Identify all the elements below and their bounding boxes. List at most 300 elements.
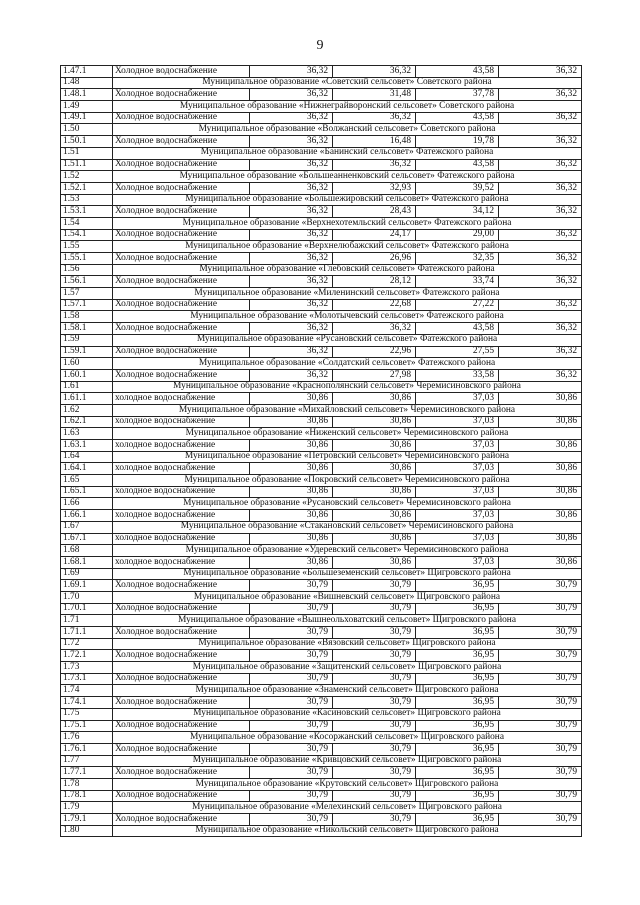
- tariff-value-2: 30,79: [333, 743, 416, 755]
- municipality-header-row: [61, 428, 582, 440]
- table-row: [61, 299, 582, 311]
- tariff-value-4: 30,79: [499, 720, 582, 732]
- municipality-title: Муниципальное образование «Солдатский сельсовет» Фатежского района: [113, 358, 582, 370]
- service-name: Холодное водоснабжение: [113, 697, 250, 709]
- service-name: Холодное водоснабжение: [113, 89, 250, 101]
- tariff-value-4: 36,32: [499, 136, 582, 148]
- table-row: [61, 720, 582, 732]
- row-code: 1.71.1: [61, 627, 113, 639]
- tariff-value-4: 30,79: [499, 814, 582, 826]
- tariff-value-2: 36,32: [333, 323, 416, 335]
- tariff-value-1: 30,86: [250, 556, 333, 568]
- table-row: [61, 440, 582, 452]
- row-code: 1.70: [61, 591, 113, 603]
- tariff-value-3: 39,52: [416, 182, 499, 194]
- municipality-title: Муниципальное образование «Покровский сельсовет» Черемисиновского района: [113, 475, 582, 487]
- municipality-title: Муниципальное образование «Краснополянский сельсовет» Черемисиновского района: [113, 381, 582, 393]
- municipality-header-row: [61, 241, 582, 253]
- service-name: Холодное водоснабжение: [113, 229, 250, 241]
- municipality-title: Муниципальное образование «Стакановский сельсовет» Черемисиновского района: [113, 521, 582, 533]
- tariff-value-3: 33,58: [416, 369, 499, 381]
- tariff-value-3: 29,00: [416, 229, 499, 241]
- tariff-value-2: 36,32: [333, 66, 416, 78]
- tariff-value-2: 16,48: [333, 136, 416, 148]
- tariff-value-1: 30,79: [250, 767, 333, 779]
- municipality-title: Муниципальное образование «Волжанский сельсовет» Советского района: [113, 124, 582, 136]
- table-row: [61, 182, 582, 194]
- municipality-title: Муниципальное образование «Советский сельсовет» Советского района: [113, 77, 582, 89]
- municipality-header-row: [61, 217, 582, 229]
- tariff-value-3: 36,95: [416, 790, 499, 802]
- municipality-title: Муниципальное образование «Никольский сельсовет» Щигровского района: [113, 825, 582, 837]
- table-row: [61, 486, 582, 498]
- tariff-value-1: 36,32: [250, 159, 333, 171]
- tariff-value-4: 30,79: [499, 767, 582, 779]
- table-row: [61, 510, 582, 522]
- row-code: 1.54: [61, 217, 113, 229]
- tariff-value-1: 36,32: [250, 229, 333, 241]
- tariff-value-1: 30,86: [250, 533, 333, 545]
- municipality-header-row: [61, 358, 582, 370]
- table-row: [61, 369, 582, 381]
- table-row: [61, 650, 582, 662]
- municipality-header-row: [61, 101, 582, 113]
- tariff-value-1: 36,32: [250, 323, 333, 335]
- row-code: 1.48.1: [61, 89, 113, 101]
- municipality-title: Муниципальное образование «Защитенский сельсовет» Щигровского района: [113, 662, 582, 674]
- tariff-value-1: 30,86: [250, 463, 333, 475]
- tariff-value-4: 30,86: [499, 533, 582, 545]
- row-code: 1.68.1: [61, 556, 113, 568]
- tariff-value-4: 36,32: [499, 229, 582, 241]
- service-name: холодное водоснабжение: [113, 416, 250, 428]
- municipality-title: Муниципальное образование «Банинский сельсовет» Фатежского района: [113, 147, 582, 159]
- municipality-header-row: [61, 662, 582, 674]
- tariff-value-4: 30,79: [499, 650, 582, 662]
- row-code: 1.66: [61, 498, 113, 510]
- tariff-value-2: 26,96: [333, 253, 416, 265]
- tariff-value-3: 36,95: [416, 697, 499, 709]
- row-code: 1.72: [61, 638, 113, 650]
- municipality-title: Муниципальное образование «Верхнехотемльский сельсовет» Фатежского района: [113, 217, 582, 229]
- municipality-title: Муниципальное образование «Удеревский сельсовет» Черемисиновского района: [113, 545, 582, 557]
- service-name: холодное водоснабжение: [113, 463, 250, 475]
- row-code: 1.53.1: [61, 206, 113, 218]
- table-row: [61, 346, 582, 358]
- tariff-value-4: 30,86: [499, 416, 582, 428]
- tariff-value-1: 36,32: [250, 112, 333, 124]
- tariff-value-1: 30,79: [250, 720, 333, 732]
- tariff-value-4: 36,32: [499, 276, 582, 288]
- row-code: 1.49.1: [61, 112, 113, 124]
- tariff-value-3: 19,78: [416, 136, 499, 148]
- row-code: 1.56.1: [61, 276, 113, 288]
- row-code: 1.65: [61, 475, 113, 487]
- tariff-value-3: 32,35: [416, 253, 499, 265]
- table-row: [61, 767, 582, 779]
- tariff-value-1: 36,32: [250, 346, 333, 358]
- table-row: [61, 323, 582, 335]
- tariff-value-3: 36,95: [416, 650, 499, 662]
- table-row: [61, 393, 582, 405]
- row-code: 1.61.1: [61, 393, 113, 405]
- tariff-value-3: 37,03: [416, 416, 499, 428]
- tariff-value-4: 30,79: [499, 790, 582, 802]
- row-code: 1.73: [61, 662, 113, 674]
- municipality-title: Муниципальное образование «Крутовский сельсовет» Щигровского района: [113, 778, 582, 790]
- municipality-title: Муниципальное образование «Мелехинский сельсовет» Щигровского района: [113, 802, 582, 814]
- table-row: [61, 416, 582, 428]
- tariff-value-3: 36,95: [416, 580, 499, 592]
- tariff-value-1: 36,32: [250, 369, 333, 381]
- table-row: [61, 229, 582, 241]
- tariff-value-4: 36,32: [499, 66, 582, 78]
- row-code: 1.76: [61, 732, 113, 744]
- service-name: Холодное водоснабжение: [113, 112, 250, 124]
- service-name: холодное водоснабжение: [113, 393, 250, 405]
- row-code: 1.61: [61, 381, 113, 393]
- row-code: 1.69.1: [61, 580, 113, 592]
- row-code: 1.72.1: [61, 650, 113, 662]
- tariff-value-3: 37,03: [416, 486, 499, 498]
- tariff-value-3: 36,95: [416, 603, 499, 615]
- service-name: Холодное водоснабжение: [113, 253, 250, 265]
- tariff-value-2: 30,79: [333, 767, 416, 779]
- service-name: Холодное водоснабжение: [113, 299, 250, 311]
- municipality-title: Муниципальное образование «Знаменский сельсовет» Щигровского района: [113, 685, 582, 697]
- table-row: [61, 463, 582, 475]
- municipality-header-row: [61, 521, 582, 533]
- service-name: Холодное водоснабжение: [113, 650, 250, 662]
- tariff-value-2: 22,68: [333, 299, 416, 311]
- row-code: 1.59.1: [61, 346, 113, 358]
- tariff-value-4: 36,32: [499, 253, 582, 265]
- service-name: Холодное водоснабжение: [113, 814, 250, 826]
- municipality-header-row: [61, 77, 582, 89]
- row-code: 1.48: [61, 77, 113, 89]
- municipality-title: Муниципальное образование «Вязовский сельсовет» Щигровского района: [113, 638, 582, 650]
- tariff-value-4: 30,79: [499, 673, 582, 685]
- row-code: 1.55.1: [61, 253, 113, 265]
- municipality-title: Муниципальное образование «Косоржанский сельсовет» Щигровского района: [113, 732, 582, 744]
- row-code: 1.75: [61, 708, 113, 720]
- municipality-header-row: [61, 685, 582, 697]
- row-code: 1.65.1: [61, 486, 113, 498]
- tariff-value-1: 36,32: [250, 206, 333, 218]
- tariff-value-1: 36,32: [250, 136, 333, 148]
- municipality-header-row: [61, 591, 582, 603]
- tariff-value-2: 30,86: [333, 440, 416, 452]
- tariff-value-2: 28,43: [333, 206, 416, 218]
- table-row: [61, 580, 582, 592]
- service-name: холодное водоснабжение: [113, 486, 250, 498]
- tariff-value-3: 37,03: [416, 510, 499, 522]
- tariff-value-4: 30,79: [499, 580, 582, 592]
- row-code: 1.54.1: [61, 229, 113, 241]
- tariff-value-2: 36,32: [333, 112, 416, 124]
- service-name: Холодное водоснабжение: [113, 346, 250, 358]
- municipality-title: Муниципальное образование «Русановский сельсовет» Фатежского района: [113, 334, 582, 346]
- tariff-value-1: 30,86: [250, 393, 333, 405]
- tariff-value-1: 36,32: [250, 182, 333, 194]
- row-code: 1.79.1: [61, 814, 113, 826]
- row-code: 1.73.1: [61, 673, 113, 685]
- tariff-value-1: 30,79: [250, 627, 333, 639]
- municipality-header-row: [61, 381, 582, 393]
- row-code: 1.64.1: [61, 463, 113, 475]
- tariff-table: [60, 65, 582, 837]
- service-name: Холодное водоснабжение: [113, 206, 250, 218]
- tariff-value-2: 30,86: [333, 486, 416, 498]
- tariff-value-3: 43,58: [416, 66, 499, 78]
- tariff-value-3: 37,03: [416, 533, 499, 545]
- tariff-value-4: 36,32: [499, 346, 582, 358]
- row-code: 1.63.1: [61, 440, 113, 452]
- service-name: Холодное водоснабжение: [113, 580, 250, 592]
- tariff-value-4: 30,79: [499, 627, 582, 639]
- tariff-value-2: 30,79: [333, 720, 416, 732]
- tariff-value-1: 30,86: [250, 510, 333, 522]
- row-code: 1.79: [61, 802, 113, 814]
- service-name: Холодное водоснабжение: [113, 182, 250, 194]
- municipality-header-row: [61, 545, 582, 557]
- service-name: Холодное водоснабжение: [113, 743, 250, 755]
- municipality-header-row: [61, 708, 582, 720]
- municipality-header-row: [61, 147, 582, 159]
- municipality-title: Муниципальное образование «Нижнеграйворонский сельсовет» Советского района: [113, 101, 582, 113]
- row-code: 1.52: [61, 171, 113, 183]
- row-code: 1.76.1: [61, 743, 113, 755]
- municipality-header-row: [61, 825, 582, 837]
- municipality-header-row: [61, 124, 582, 136]
- municipality-header-row: [61, 451, 582, 463]
- tariff-value-3: 37,78: [416, 89, 499, 101]
- municipality-title: Муниципальное образование «Кривцовский сельсовет» Щигровского района: [113, 755, 582, 767]
- tariff-value-2: 30,86: [333, 393, 416, 405]
- row-code: 1.71: [61, 615, 113, 627]
- tariff-value-2: 27,98: [333, 369, 416, 381]
- tariff-value-3: 37,03: [416, 556, 499, 568]
- tariff-value-3: 36,95: [416, 627, 499, 639]
- municipality-header-row: [61, 194, 582, 206]
- tariff-value-1: 36,32: [250, 253, 333, 265]
- tariff-value-1: 36,32: [250, 89, 333, 101]
- table-row: [61, 556, 582, 568]
- tariff-value-4: 30,86: [499, 486, 582, 498]
- municipality-title: Муниципальное образование «Глебовский сельсовет» Фатежского района: [113, 264, 582, 276]
- row-code: 1.57.1: [61, 299, 113, 311]
- page-number: 9: [316, 38, 324, 53]
- tariff-value-4: 36,32: [499, 323, 582, 335]
- tariff-value-3: 36,95: [416, 814, 499, 826]
- service-name: Холодное водоснабжение: [113, 369, 250, 381]
- service-name: Холодное водоснабжение: [113, 673, 250, 685]
- municipality-header-row: [61, 755, 582, 767]
- service-name: Холодное водоснабжение: [113, 276, 250, 288]
- tariff-value-3: 43,58: [416, 323, 499, 335]
- tariff-value-3: 36,95: [416, 673, 499, 685]
- row-code: 1.74: [61, 685, 113, 697]
- table-row: [61, 253, 582, 265]
- municipality-title: Муниципальное образование «Большежировский сельсовет» Фатежского района: [113, 194, 582, 206]
- row-code: 1.67.1: [61, 533, 113, 545]
- table-row: [61, 627, 582, 639]
- tariff-value-2: 30,79: [333, 790, 416, 802]
- row-code: 1.59: [61, 334, 113, 346]
- row-code: 1.62: [61, 404, 113, 416]
- service-name: Холодное водоснабжение: [113, 323, 250, 335]
- row-code: 1.53: [61, 194, 113, 206]
- row-code: 1.77.1: [61, 767, 113, 779]
- tariff-value-2: 30,86: [333, 533, 416, 545]
- row-code: 1.51: [61, 147, 113, 159]
- municipality-header-row: [61, 802, 582, 814]
- tariff-value-2: 31,48: [333, 89, 416, 101]
- municipality-header-row: [61, 615, 582, 627]
- tariff-value-3: 37,03: [416, 440, 499, 452]
- row-code: 1.66.1: [61, 510, 113, 522]
- tariff-value-1: 30,86: [250, 416, 333, 428]
- municipality-header-row: [61, 732, 582, 744]
- municipality-title: Муниципальное образование «Вышнеольховатский сельсовет» Щигровского района: [113, 615, 582, 627]
- service-name: Холодное водоснабжение: [113, 720, 250, 732]
- service-name: холодное водоснабжение: [113, 440, 250, 452]
- municipality-header-row: [61, 638, 582, 650]
- municipality-header-row: [61, 498, 582, 510]
- tariff-value-3: 43,58: [416, 159, 499, 171]
- municipality-title: Муниципальное образование «Михайловский сельсовет» Черемисиновского района: [113, 404, 582, 416]
- tariff-value-4: 36,32: [499, 299, 582, 311]
- row-code: 1.69: [61, 568, 113, 580]
- tariff-value-1: 30,79: [250, 697, 333, 709]
- municipality-title: Муниципальное образование «Миленинский сельсовет» Фатежского района: [113, 288, 582, 300]
- municipality-header-row: [61, 568, 582, 580]
- table-row: [61, 136, 582, 148]
- row-code: 1.77: [61, 755, 113, 767]
- tariff-value-4: 36,32: [499, 159, 582, 171]
- row-code: 1.60.1: [61, 369, 113, 381]
- table-row: [61, 533, 582, 545]
- tariff-value-1: 30,79: [250, 743, 333, 755]
- municipality-header-row: [61, 264, 582, 276]
- tariff-value-2: 30,86: [333, 416, 416, 428]
- tariff-value-1: 30,79: [250, 650, 333, 662]
- tariff-value-4: 36,32: [499, 89, 582, 101]
- service-name: холодное водоснабжение: [113, 510, 250, 522]
- tariff-value-2: 30,86: [333, 510, 416, 522]
- table-row: [61, 89, 582, 101]
- table-row: [61, 112, 582, 124]
- row-code: 1.60: [61, 358, 113, 370]
- municipality-title: Муниципальное образование «Молотычевский сельсовет» Фатежского района: [113, 311, 582, 323]
- row-code: 1.63: [61, 428, 113, 440]
- tariff-value-2: 36,32: [333, 159, 416, 171]
- municipality-title: Муниципальное образование «Ниженский сельсовет» Черемисиновского района: [113, 428, 582, 440]
- municipality-header-row: [61, 475, 582, 487]
- municipality-title: Муниципальное образование «Верхнелюбажский сельсовет» Фатежского района: [113, 241, 582, 253]
- service-name: Холодное водоснабжение: [113, 790, 250, 802]
- table-row: [61, 66, 582, 78]
- service-name: Холодное водоснабжение: [113, 66, 250, 78]
- tariff-value-2: 32,93: [333, 182, 416, 194]
- tariff-value-3: 27,55: [416, 346, 499, 358]
- row-code: 1.49: [61, 101, 113, 113]
- table-row: [61, 159, 582, 171]
- tariff-value-1: 30,86: [250, 440, 333, 452]
- row-code: 1.68: [61, 545, 113, 557]
- row-code: 1.58.1: [61, 323, 113, 335]
- row-code: 1.51.1: [61, 159, 113, 171]
- tariff-value-2: 22,96: [333, 346, 416, 358]
- tariff-value-4: 30,79: [499, 743, 582, 755]
- row-code: 1.70.1: [61, 603, 113, 615]
- service-name: Холодное водоснабжение: [113, 767, 250, 779]
- row-code: 1.52.1: [61, 182, 113, 194]
- tariff-value-1: 30,79: [250, 673, 333, 685]
- row-code: 1.78: [61, 778, 113, 790]
- municipality-header-row: [61, 404, 582, 416]
- tariff-value-1: 36,32: [250, 66, 333, 78]
- tariff-value-2: 30,79: [333, 650, 416, 662]
- service-name: Холодное водоснабжение: [113, 159, 250, 171]
- table-row: [61, 276, 582, 288]
- table-row: [61, 790, 582, 802]
- tariff-value-2: 30,79: [333, 697, 416, 709]
- municipality-title: Муниципальное образование «Большеанненковский сельсовет» Фатежского района: [113, 171, 582, 183]
- row-code: 1.80: [61, 825, 113, 837]
- tariff-value-1: 36,32: [250, 276, 333, 288]
- tariff-value-4: 30,79: [499, 697, 582, 709]
- tariff-value-1: 36,32: [250, 299, 333, 311]
- row-code: 1.62.1: [61, 416, 113, 428]
- row-code: 1.64: [61, 451, 113, 463]
- tariff-value-4: 30,86: [499, 393, 582, 405]
- row-code: 1.57: [61, 288, 113, 300]
- tariff-value-1: 30,79: [250, 814, 333, 826]
- tariff-value-3: 36,95: [416, 767, 499, 779]
- tariff-value-1: 30,79: [250, 580, 333, 592]
- row-code: 1.56: [61, 264, 113, 276]
- municipality-title: Муниципальное образование «Касиновский сельсовет» Щигровского района: [113, 708, 582, 720]
- service-name: Холодное водоснабжение: [113, 603, 250, 615]
- tariff-value-3: 36,95: [416, 720, 499, 732]
- tariff-value-2: 30,86: [333, 556, 416, 568]
- table-row: [61, 603, 582, 615]
- table-row: [61, 697, 582, 709]
- service-name: холодное водоснабжение: [113, 533, 250, 545]
- tariff-value-4: 30,79: [499, 603, 582, 615]
- municipality-header-row: [61, 288, 582, 300]
- row-code: 1.78.1: [61, 790, 113, 802]
- service-name: Холодное водоснабжение: [113, 627, 250, 639]
- table-row: [61, 814, 582, 826]
- tariff-value-2: 28,12: [333, 276, 416, 288]
- tariff-value-3: 33,74: [416, 276, 499, 288]
- tariff-value-1: 30,86: [250, 486, 333, 498]
- row-code: 1.50.1: [61, 136, 113, 148]
- tariff-value-4: 30,86: [499, 440, 582, 452]
- row-code: 1.67: [61, 521, 113, 533]
- row-code: 1.47.1: [61, 66, 113, 78]
- tariff-value-3: 34,12: [416, 206, 499, 218]
- row-code: 1.75.1: [61, 720, 113, 732]
- row-code: 1.74.1: [61, 697, 113, 709]
- municipality-header-row: [61, 311, 582, 323]
- tariff-value-4: 30,86: [499, 510, 582, 522]
- tariff-value-1: 30,79: [250, 790, 333, 802]
- municipality-header-row: [61, 334, 582, 346]
- tariff-value-2: 24,17: [333, 229, 416, 241]
